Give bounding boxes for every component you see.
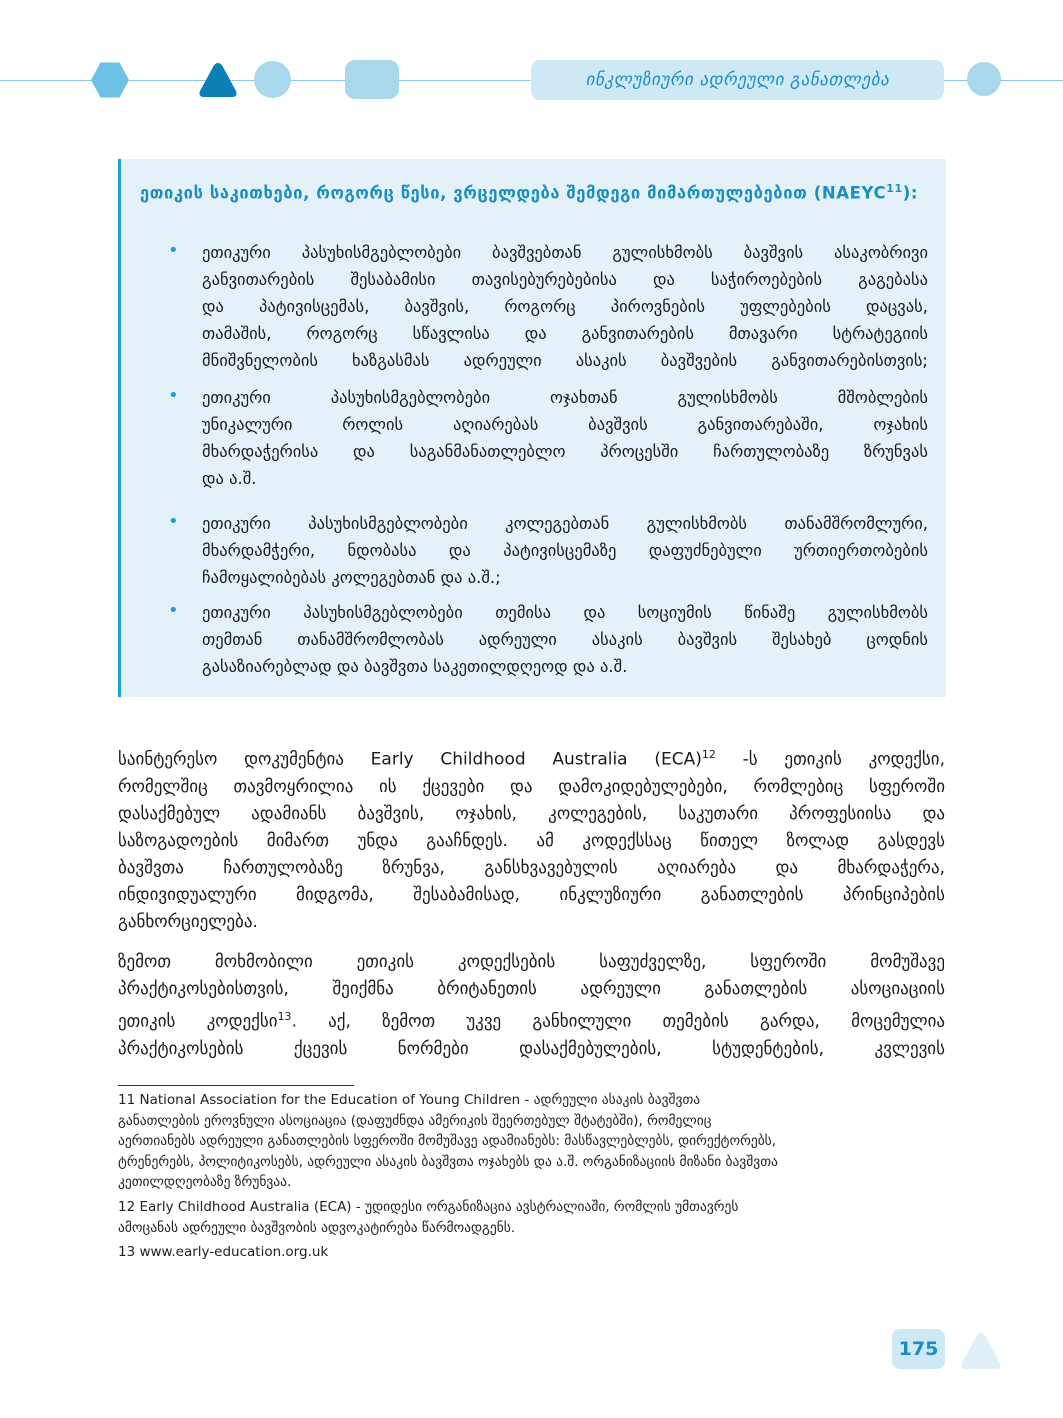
circle-decoration (254, 61, 291, 98)
bullet-icon: • (168, 600, 179, 621)
list-item: ეთიკური პასუხისმგებლობები კოლეგებთან გულისხმობს თანამშრომლური, მხარდამჭერი, ნდობასა და პატივისცემაზე დაფუძნებული ურთიერთობების ჩამოყალიბებას კოლეგებთან და ა.შ.; (202, 514, 928, 587)
footnote-13: 13 www.early-education.org.uk (118, 1244, 329, 1260)
paragraph-eca: საინტერესო დოკუმენტია Early Childhood Australia (ECA)$^{12}$ -ს ეთიკის კოდექსი, რომელშიც თავმოყრილია ის ქცევები და დამოკიდებულებები, რომლებიც სფეროში დასაქმებულ ადამიანს ბავშვის, ოჯახის, კოლეგების, საკუთარი პროფესიისა და საზოგადოების მიმართ უნდა გააჩნდეს. ამ კოდექსსაც წითელ ზოლად გასდევს ბავშვთა ჩართულობაზე ზრუნვა, განსხვავებულის აღიარება და მხარდაჭერა, ინდივიდუალური მიდგომა, შესაბამისად, ინკლუზიური განათლების პრინციპების განხორციელება. (118, 748, 945, 932)
page-number: 175 (892, 1329, 945, 1369)
ethics-info-box (118, 159, 946, 697)
footnote-11: 11 National Association for the Education of Young Children - ადრეული ასაკის ბავშვთა განათლების ეროვნული ასოციაცია (დაფუძნდა ამერიკის შეერთებულ შტატებში), რომელიც აერთიანებს ადრეული განათლების სფეროში მომუშავე ადამიანებს: მასწავლებლებს, დირექტორებს, ტრენერებს, პოლიტიკოსებს, ადრეული ასაკის ბავშვთა ოჯახებს და ა.შ. ორგანიზაციის მიზანი ბავშვთა კეთილდღეობაზე ზრუნვაა. (118, 1092, 778, 1190)
list-item: ეთიკური პასუხისმგებლობები ბავშვებთან გულისხმობს ბავშვის ასაკობრივი განვითარების შესაბამისი თავისებურებებისა და საჭიროებების გაგებასა და პატივისცემას, ბავშვის, როგორც პიროვნების უფლებების დაცვას, თამაშის, როგორც სწავლისა და განვითარების მთავარი სტრატეგიის მნიშვნელობის ხაზგასმას ადრეული ასაკის ბავშვების განვითარებისთვის; (202, 243, 928, 370)
circle-decoration-right (967, 62, 1001, 96)
square-decoration (345, 60, 399, 99)
list-item: ეთიკური პასუხისმგებლობები ოჯახთან გულისხმობს მშობლების უნიკალური როლის აღიარებას ბავშვის განვითარებაში, ოჯახის მხარდაჭერისა და საგანმანათლებლო პროცესში ჩართულობაზე ზრუნვას და ა.შ. (202, 388, 928, 488)
footnote-divider (118, 1085, 354, 1086)
list-item: ეთიკური პასუხისმგებლობები თემისა და სოციუმის წინაშე გულისხმობს თემთან თანამშრომლობას ადრეული ასაკის ბავშვის შესახებ ცოდნის გასაზიარებლად და ბავშვთა საკეთილდღეოდ და ა.შ. (202, 603, 928, 676)
footnote-12: 12 Early Childhood Australia (ECA) - უდიდესი ორგანიზაცია ავსტრალიაში, რომლის უმთავრეს ამოცანას ადრეული ბავშვობის ადვოკატირება წარმოადგენს. (118, 1199, 739, 1236)
box-title: ეთიკის საკითხები, როგორც წესი, ვრცელდება შემდეგი მიმართულებებით (NAEYC$^{11}$): (140, 182, 919, 203)
triangle-decoration (198, 61, 238, 99)
paragraph-codes: ზემოთ მოხმობილი ეთიკის კოდექსების საფუძველზე, სფეროში მომუშავე პრაქტიკოსებისთვის, შეიქმნა ბრიტანეთის ადრეული განათლების ასოციაციის ეთიკის კოდექსი$^{13}$. აქ, ზემოთ უკვე განხილული თემების გარდა, მოცემულია პრაქტიკოსების ქცევის ნორმები დასაქმებულების, სტუდენტების, კვლევის (118, 952, 945, 1059)
hexagon-decoration (91, 61, 129, 99)
bullet-icon: • (168, 511, 179, 532)
bullet-icon: • (168, 240, 179, 261)
bullet-icon: • (168, 385, 179, 406)
triangle-decoration-footer (960, 1331, 1002, 1371)
running-header-title: ინკლუზიური ადრეული განათლება (531, 60, 944, 100)
